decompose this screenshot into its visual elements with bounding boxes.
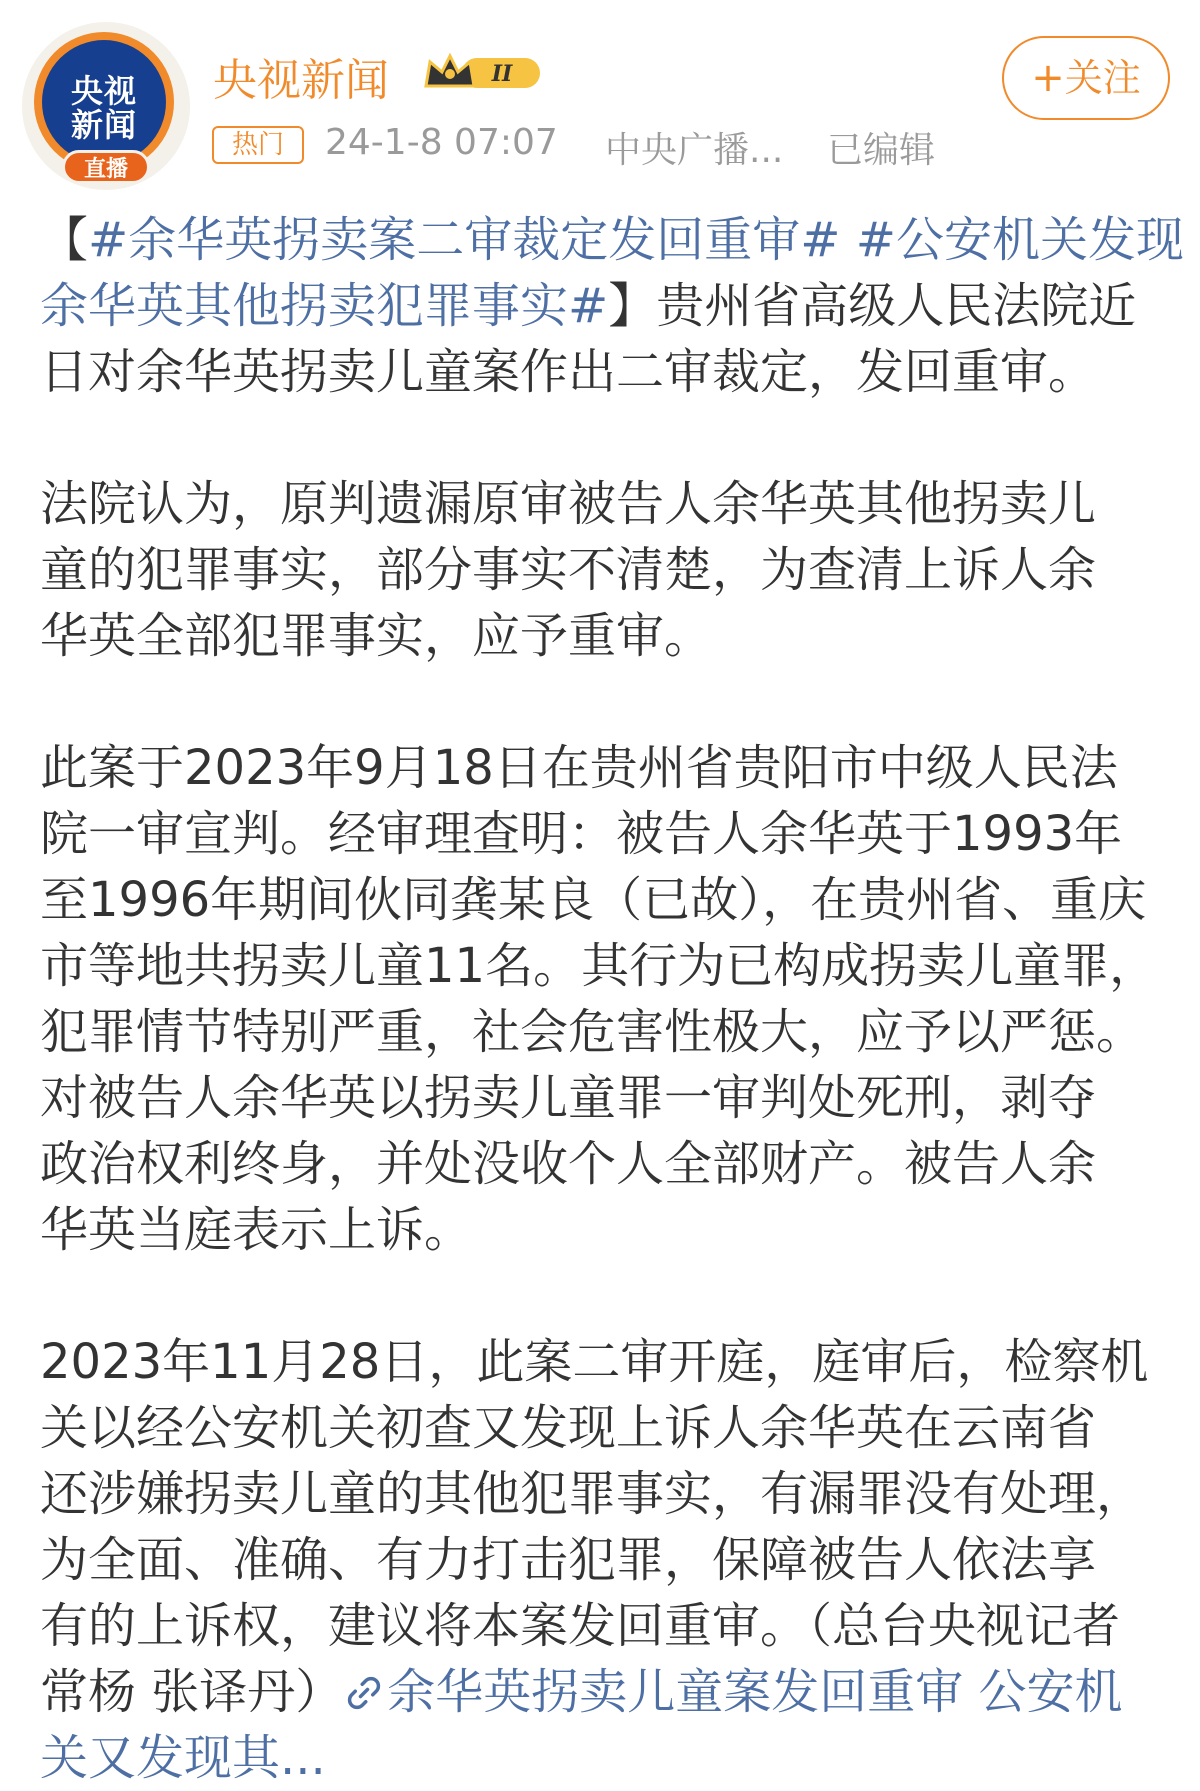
- plus-icon: +: [1031, 55, 1065, 101]
- post-source[interactable]: 中央广播...: [605, 130, 784, 171]
- paragraph-line: 此案于2023年9月18日在贵州省贵阳市中级人民法: [40, 740, 1118, 796]
- paragraph-line: 华英全部犯罪事实，应予重审。: [40, 608, 713, 664]
- hashtag-police-discovery-cont[interactable]: 余华英其他拐卖犯罪事实#: [40, 278, 609, 334]
- hot-tag: 热门: [212, 126, 304, 164]
- paragraph-2: [40, 471, 1170, 669]
- hashtag-police-discovery[interactable]: #公安机关发现: [855, 212, 1184, 268]
- account-name[interactable]: 央视新闻: [213, 55, 389, 106]
- paragraph-line: 市等地共拐卖儿童11名。其行为已构成拐卖儿童罪，: [40, 938, 1158, 994]
- paragraph-line: 法院认为，原判遗漏原审被告人余华英其他拐卖儿: [40, 476, 1097, 532]
- paragraph-text: 】贵州省高级人民法院近: [608, 278, 1137, 334]
- post-time: 24-1-8 07:07: [325, 122, 558, 163]
- bracket-open: 【: [40, 212, 89, 268]
- paragraph-line: 华英当庭表示上诉。: [40, 1202, 473, 1258]
- avatar-text-line2: 新闻: [70, 106, 137, 144]
- paragraph-line: 2023年11月28日，此案二审开庭，庭审后，检察机: [40, 1334, 1149, 1390]
- article-link[interactable]: 余华英拐卖儿童案发回重审 公安机: [387, 1664, 1123, 1720]
- paragraph-line: 至1996年期间伙同龚某良（已故），在贵州省、重庆: [40, 872, 1147, 928]
- link-chain-icon[interactable]: [343, 1672, 385, 1714]
- paragraph-line: 对被告人余华英以拐卖儿童罪一审判处死刑，剥夺: [40, 1070, 1097, 1126]
- paragraph-4: [40, 1329, 1170, 1791]
- follow-button[interactable]: [1002, 36, 1170, 120]
- paragraph-line: 政治权利终身，并处没收个人全部财产。被告人余: [40, 1136, 1097, 1192]
- paragraph-line: 还涉嫌拐卖儿童的其他犯罪事实，有漏罪没有处理，: [40, 1466, 1145, 1522]
- reporter-credit: 常杨 张译丹）: [40, 1664, 344, 1720]
- edited-label[interactable]: 已编辑: [827, 130, 936, 171]
- post-header: [0, 0, 1200, 190]
- article-link-cont[interactable]: 关又发现其...: [40, 1730, 326, 1786]
- post-content: [40, 207, 1184, 1791]
- live-badge: 直播: [62, 150, 150, 184]
- avatar-text-line1: 央视: [70, 72, 137, 110]
- vip-level: II: [491, 61, 513, 87]
- paragraph-line: 犯罪情节特别严重，社会危害性极大，应予以严惩。: [40, 1004, 1145, 1060]
- paragraph-line: 童的犯罪事实，部分事实不清楚，为查清上诉人余: [40, 542, 1097, 598]
- paragraph-1: [40, 207, 1184, 405]
- follow-label: 关注: [1064, 56, 1141, 100]
- paragraph-line: 关以经公安机关初查又发现上诉人余华英在云南省: [40, 1400, 1097, 1456]
- paragraph-text: 日对余华英拐卖儿童案作出二审裁定，发回重审。: [40, 344, 1097, 400]
- avatar[interactable]: [22, 22, 190, 190]
- paragraph-3: [40, 735, 1170, 1263]
- paragraph-line: 院一审宣判。经审理查明：被告人余华英于1993年: [40, 806, 1123, 862]
- hashtag-retrial[interactable]: #余华英拐卖案二审裁定发回重审#: [88, 212, 841, 268]
- paragraph-line: 有的上诉权，建议将本案发回重审。（总台央视记者: [40, 1598, 1121, 1654]
- paragraph-line: 为全面、准确、有力打击犯罪，保障被告人依法享: [40, 1532, 1097, 1588]
- crown-badge-icon[interactable]: [422, 50, 544, 96]
